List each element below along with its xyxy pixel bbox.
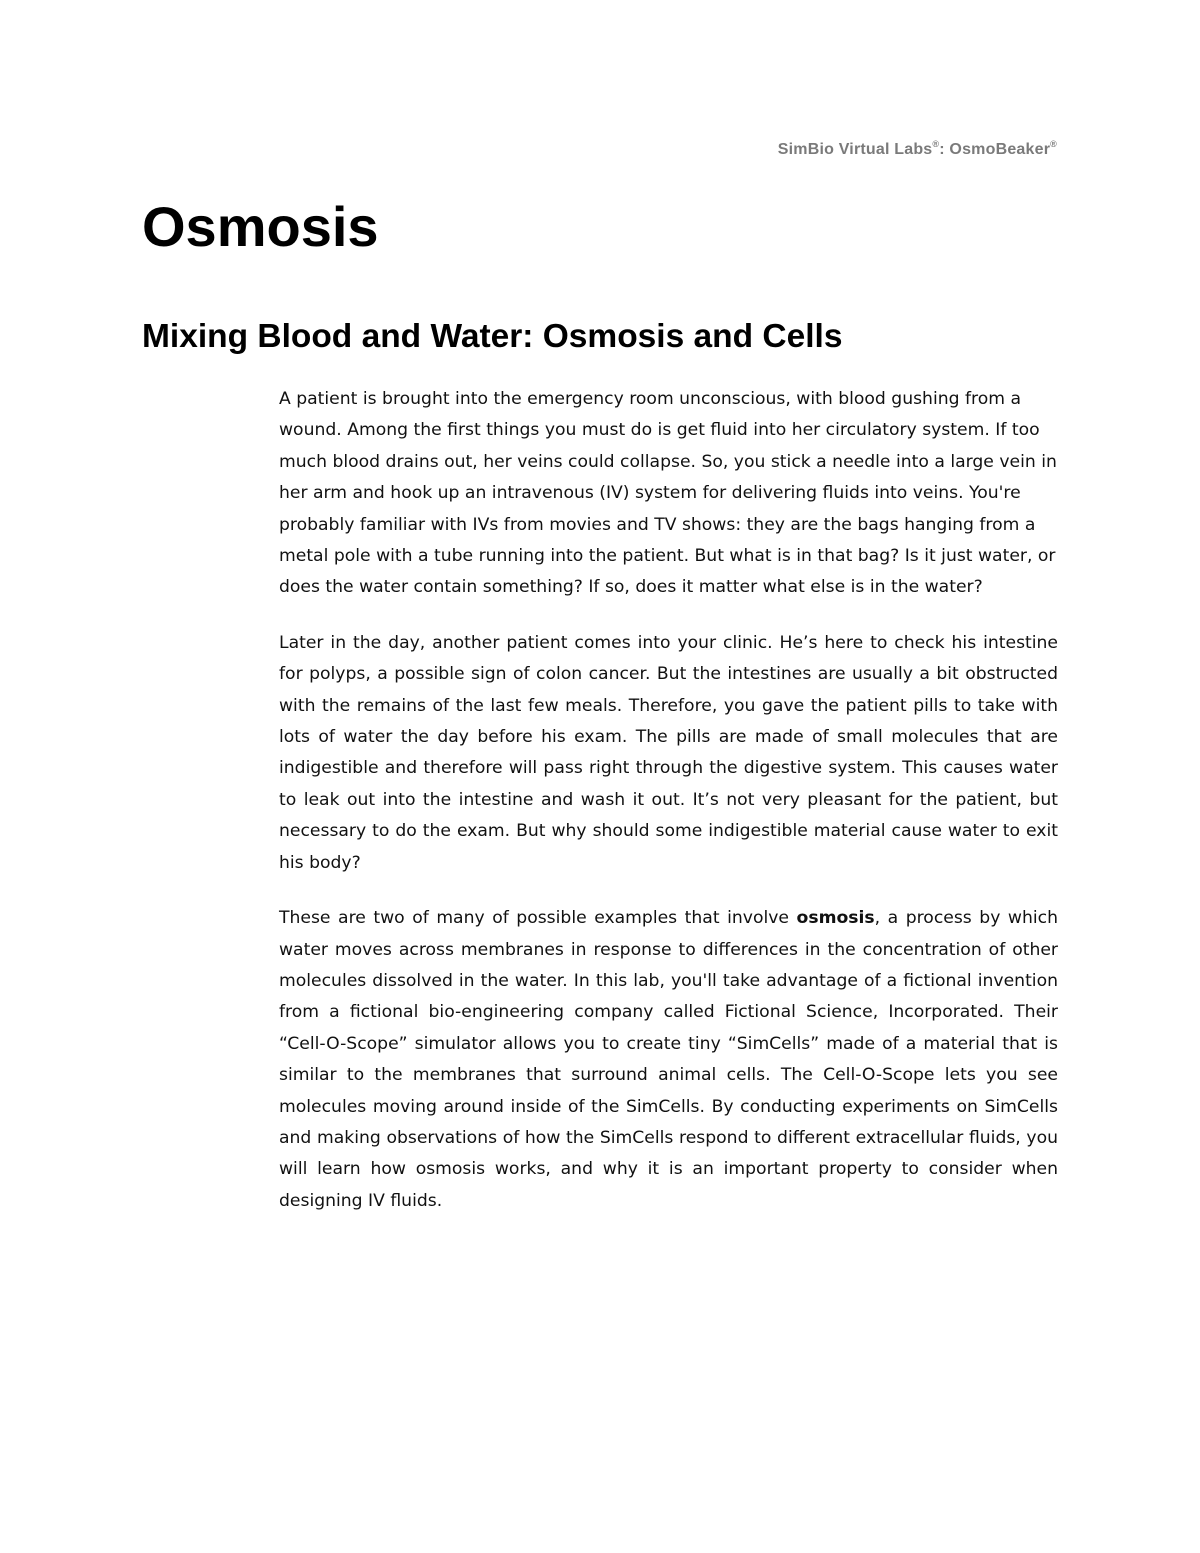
section-heading: Mixing Blood and Water: Osmosis and Cells xyxy=(142,318,843,355)
bold-term: osmosis xyxy=(796,908,875,929)
header-product-name: SimBio Virtual Labs xyxy=(777,141,933,158)
paragraph xyxy=(279,903,1058,1217)
page-title: Osmosis xyxy=(142,195,379,258)
registered-mark: ® xyxy=(1050,139,1057,149)
paragraph-text: , a process by which water moves across membranes in response to differences in the concentration of other molecules dissolved in the water. In this lab, you'll take advantage of a fictional invention from a fictional bio-engineering company called Fictional Science, Incorporated. Their “Cell-O-Scope” simulator allows you to create tiny “SimCells” made of a material that is similar to the membranes that surround animal cells. The Cell-O-Scope lets you see molecules moving around inside of the SimCells. By conducting experiments on SimCells and making observations of how the SimCells respond to different extracellular fluids, you will learn how osmosis works, and why it is an important property to consider when designing IV fluids. xyxy=(279,908,1058,1211)
running-header xyxy=(778,141,1057,159)
paragraph: A patient is brought into the emergency room unconscious, with blood gushing from a wound. Among the first things you must do is get fluid into her circulatory system. If too much blood drains out, her veins could collapse. So, you stick a needle into a large vein in her arm and hook up an intravenous (IV) system for delivering fluids into veins. You're probably familiar with IVs from movies and TV shows: they are the bags hanging from a metal pole with a tube running into the patient. But what is in that bag? Is it just water, or does the water contain something? If so, does it matter what else is in the water? xyxy=(279,389,1057,598)
paragraph: Later in the day, another patient comes into your clinic. He’s here to check his intestine for polyps, a possible sign of colon cancer. But the intestines are usually a bit obstructed with the remains of the last few meals. Therefore, you gave the patient pills to take with lots of water the day before his exam. The pills are made of small molecules that are indigestible and therefore will pass right through the digestive system. This causes water to leak out into the intestine and wash it out. It’s not very pleasant for the patient, but necessary to do the exam. But why should some indigestible material cause water to exit his body? xyxy=(279,632,1058,873)
body-text xyxy=(279,384,1058,1241)
registered-mark: ® xyxy=(932,139,940,149)
header-lab-name: : OsmoBeaker xyxy=(939,141,1051,158)
paragraph-text: These are two of many of possible examples that involve xyxy=(279,908,797,929)
